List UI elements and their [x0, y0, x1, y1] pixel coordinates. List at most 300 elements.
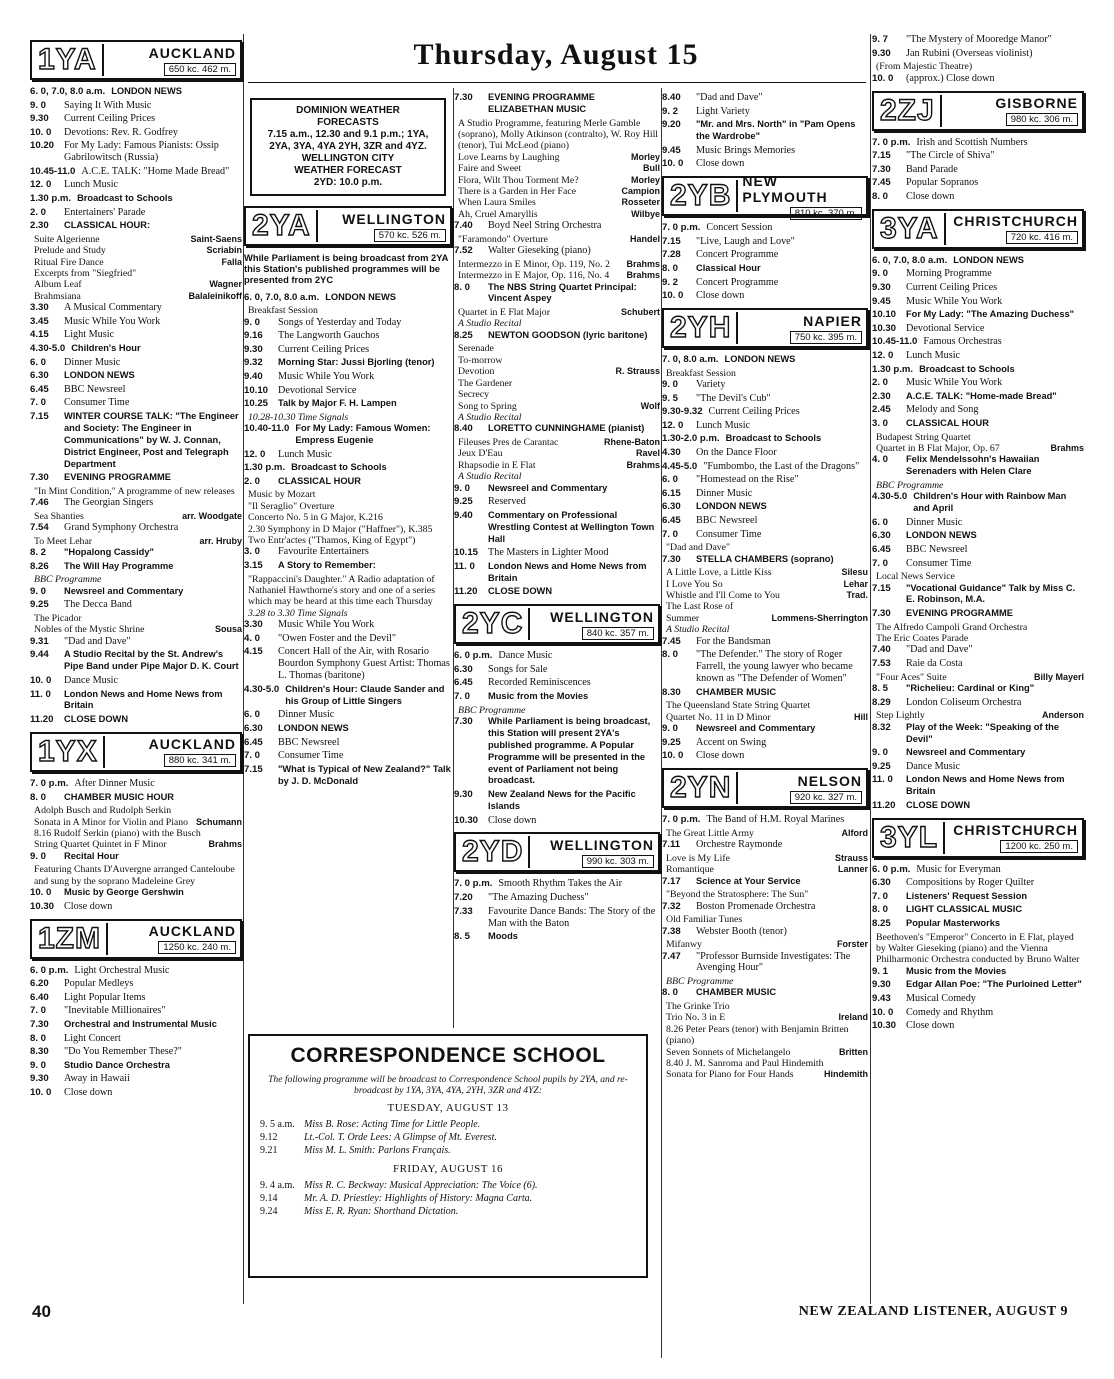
programme-entry — [872, 877, 1084, 889]
programme-detail — [244, 574, 452, 608]
detail-text: Sonata in A Minor for Violin and Piano — [34, 816, 189, 828]
composer-credit: Brahms — [626, 270, 660, 281]
programme-detail — [244, 412, 452, 423]
programme-time: 10.30 — [872, 1020, 897, 1032]
programme-entry — [454, 691, 660, 703]
station-info — [108, 923, 236, 954]
programme-detail — [30, 279, 242, 290]
detail-text: A Little Love, a Little Kiss — [666, 567, 772, 579]
programme-time: 6.30 — [662, 501, 681, 513]
detail-text: Trio No. 3 in E — [666, 1012, 726, 1024]
programme-title: The Decca Band — [64, 599, 132, 611]
detail-text: 8.40 J. M. Sanroma and Paul Hindemith — [666, 1058, 824, 1070]
programme-time: 11. 0 — [872, 774, 893, 786]
station-city: WELLINGTON — [550, 608, 654, 625]
programme-time: 9.30 — [872, 47, 891, 59]
correspondence-item — [260, 1144, 636, 1157]
programme-detail — [30, 828, 242, 851]
detail-text: BBC Programme — [458, 704, 526, 716]
programme-time: 6.30 — [872, 877, 891, 889]
programme-time: 6.30 — [244, 722, 263, 734]
composer-credit: Handel — [629, 233, 660, 244]
programme-title: Saying It With Music — [64, 99, 152, 111]
programme-entry — [454, 496, 660, 508]
programme-time: 9.32 — [244, 357, 263, 369]
programme-entry — [244, 476, 452, 488]
programme-title: NEWTON GOODSON (lyric baritone) — [488, 329, 648, 340]
detail-text: Ritual Fire Dance — [34, 256, 104, 268]
programme-title: For the Bandsman — [696, 635, 771, 647]
station-frequency: 990 kc. 303 m. — [582, 855, 654, 868]
programme-title: Current Ceiling Prices — [278, 343, 370, 355]
programme-time: 6.45 — [244, 736, 263, 748]
programme-title: BBC Newsreel — [696, 515, 758, 526]
programme-title: The Langworth Gauchos — [278, 330, 380, 342]
detail-text: Faire and Sweet — [458, 163, 522, 175]
programme-title: Light Popular Items — [64, 991, 146, 1003]
programme-title: For My Lady: Famous Pianists: Ossip Gabrilowitsch (Russia) — [64, 140, 219, 164]
column-rule — [870, 34, 871, 1304]
programme-entry — [244, 462, 452, 474]
programme-time: 9.20 — [662, 119, 681, 131]
programme-entry — [662, 158, 868, 170]
programme-detail — [244, 608, 452, 619]
programme-title: Consumer Time — [278, 750, 344, 762]
programme-detail — [30, 624, 242, 635]
programme-time: 7.30 — [454, 92, 473, 103]
detail-text: Excerpts from "Siegfried" — [34, 268, 137, 280]
programme-entry — [872, 164, 1084, 176]
programme-title: Walter Gieseking (piano) — [488, 245, 591, 257]
programme-title: London News and Home News from Britain — [64, 688, 223, 711]
programme-detail — [662, 1069, 868, 1080]
programme-title: Grand Symphony Orchestra — [64, 522, 179, 534]
station-banner — [454, 604, 660, 644]
programme-detail — [662, 579, 868, 590]
detail-text: A Studio Programme, featuring Merle Gamble (soprano), Molly Atkinson (contralto), W. Roy Hill (tenor), Tui McLeod (piano) — [458, 117, 659, 152]
programme-entry — [662, 222, 868, 234]
detail-text: BBC Programme — [876, 479, 944, 491]
programme-entry — [30, 1073, 242, 1085]
programme-detail — [454, 197, 660, 208]
programme-title: CLOSE DOWN — [906, 799, 971, 810]
programme-time: 4.15 — [244, 646, 263, 658]
detail-text: Intermezzo in E Minor, Op. 119, No. 2 — [458, 258, 610, 270]
programme-time: 7. 0 p.m. — [662, 814, 701, 826]
programme-time: 9.25 — [454, 496, 473, 508]
detail-text: Album Leaf — [34, 279, 82, 291]
programme-entry — [872, 761, 1084, 773]
station-city: CHRISTCHURCH — [953, 213, 1078, 230]
programme-entry — [662, 987, 868, 999]
programme-time: 8.25 — [872, 918, 891, 930]
correspondence-title: CORRESPONDENCE SCHOOL — [290, 1044, 606, 1067]
programme-time: 1.30 p.m. — [872, 363, 914, 375]
programme-entry — [872, 137, 1084, 149]
station-frequency: 810 kc. 370 m. — [790, 207, 862, 220]
programme-time: 7. 0 p.m. — [454, 878, 493, 890]
programme-entry — [454, 878, 660, 890]
programme-entry — [872, 530, 1084, 542]
programme-detail — [454, 175, 660, 186]
programme-entry — [872, 177, 1084, 189]
programme-detail — [662, 601, 868, 624]
programme-detail — [872, 480, 1084, 491]
programme-title: LONDON NEWS — [724, 354, 796, 365]
programme-time: 7.47 — [662, 950, 681, 962]
programme-title: BBC Newsreel — [278, 736, 340, 748]
programme-title: "Homestead on the Rise" — [696, 474, 799, 486]
programme-title: Newsreel and Commentary — [696, 723, 816, 734]
programme-time: 6. 0 p.m. — [30, 964, 69, 976]
programme-detail — [662, 939, 868, 950]
programme-title: "Vocational Guidance" Talk by Miss C. E. Robinson, M.A. — [906, 582, 1076, 605]
detail-text: The Alfredo Campoli Grand Orchestra — [876, 621, 1028, 633]
programme-title: LONDON NEWS — [278, 722, 349, 733]
programme-entry — [662, 515, 868, 527]
programme-entry — [872, 418, 1084, 430]
programme-entry — [662, 145, 868, 157]
programme-entry — [30, 193, 242, 205]
programme-time: 7.52 — [454, 245, 473, 257]
programme-title: Smooth Rhythm Takes the Air — [498, 878, 623, 890]
programme-detail — [30, 291, 242, 302]
programme-title: Jan Rubini (Overseas violinist) — [906, 47, 1033, 59]
programme-entry — [30, 978, 242, 990]
programme-title: Light Concert — [64, 1032, 121, 1044]
programme-detail — [30, 574, 242, 585]
programme-title: New Zealand News for the Pacific Islands — [488, 789, 636, 811]
programme-detail — [872, 432, 1084, 443]
detail-text: 8.26 Peter Pears (tenor) with Benjamin Britten (piano) — [666, 1023, 849, 1047]
programme-title: LONDON NEWS — [111, 86, 182, 96]
programme-entry — [30, 179, 242, 191]
programme-time: 2.45 — [872, 404, 891, 416]
programme-time: 11.20 — [30, 714, 54, 726]
programme-title: Consumer Time — [906, 557, 972, 569]
composer-credit: Balaleinikoff — [188, 290, 242, 301]
programme-time: 9.44 — [30, 649, 49, 661]
programme-title: LONDON NEWS — [64, 370, 135, 381]
programme-entry — [872, 544, 1084, 556]
programme-time: 8.26 — [30, 560, 49, 572]
programme-time: 6.45 — [872, 543, 891, 555]
programme-time: 6. 0, 7.0, 8.0 a.m. — [244, 291, 320, 303]
programme-title: LONDON NEWS — [906, 530, 977, 541]
programme-entry — [454, 716, 660, 787]
detail-text: Sonata for Piano for Four Hands — [666, 1069, 794, 1081]
programme-title: Felix Mendelssohn's Hawaiian Serenaders with Helen Clare — [906, 454, 1040, 477]
programme-entry — [872, 268, 1084, 280]
detail-text: Ah, Cruel Amaryllis — [458, 208, 538, 220]
correspondence-text: Miss M. L. Smith: Parlons Français. — [304, 1145, 451, 1156]
programme-entry — [662, 554, 868, 566]
programme-entry — [662, 474, 868, 486]
weather-line: WELLINGTON CITY — [301, 153, 395, 164]
programme-title: Dance Music — [498, 650, 553, 662]
programme-time: 7. 0 p.m. — [872, 136, 911, 148]
programme-time: 3.30 — [244, 619, 263, 631]
correspondence-item — [260, 1205, 636, 1218]
programme-entry — [244, 371, 452, 383]
programme-entry — [454, 561, 660, 585]
programme-entry — [872, 993, 1084, 1005]
programme-detail — [662, 864, 868, 875]
programme-detail — [454, 343, 660, 354]
programme-time: 7. 0 — [872, 890, 889, 902]
programme-time: 10. 0 — [662, 158, 684, 170]
programme-time: 10.30 — [454, 814, 479, 826]
programme-entry — [872, 1007, 1084, 1019]
programme-title: CHAMBER MUSIC HOUR — [64, 791, 175, 802]
detail-text: The Picador — [34, 613, 82, 625]
programme-entry — [30, 207, 242, 219]
programme-time: 6. 0 p.m. — [454, 650, 493, 662]
programme-time: 7. 0 — [244, 750, 261, 762]
programme-entry — [872, 517, 1084, 529]
programme-title: Light Orchestral Music — [74, 964, 170, 976]
programme-title: Lunch Music — [696, 419, 751, 431]
programme-entry — [30, 599, 242, 611]
station-banner — [662, 172, 868, 219]
programme-time: 7. 0 p.m. — [662, 222, 701, 234]
station-city: NEW PLYMOUTH — [742, 172, 828, 205]
programme-entry — [30, 411, 242, 471]
detail-text: Budapest String Quartet — [876, 431, 971, 443]
programme-title: Music While You Work — [64, 315, 161, 327]
programme-detail — [454, 186, 660, 197]
detail-text: Quartet in E Flat Major — [458, 307, 550, 319]
programme-detail — [454, 152, 660, 163]
composer-credit: Schumann — [195, 816, 242, 827]
programme-time: 6. 0 — [30, 356, 47, 368]
programme-title: Musical Comedy — [906, 993, 976, 1005]
programme-detail — [662, 853, 868, 864]
programme-detail — [662, 624, 868, 635]
programme-title: Concert Programme — [696, 249, 779, 261]
detail-text: Music by Mozart — [248, 489, 316, 501]
programme-time: 9.40 — [454, 509, 473, 521]
programme-entry — [662, 649, 868, 685]
programme-title: Dinner Music — [696, 487, 753, 499]
composer-credit: Rosseter — [621, 197, 660, 208]
programme-entry — [662, 839, 868, 851]
station-callsign: 2ZJ — [878, 95, 942, 127]
programme-entry — [662, 119, 868, 143]
programme-time: 3.15 — [244, 560, 263, 572]
detail-text: "Dad and Dave" — [666, 542, 731, 554]
programme-time: 7.28 — [662, 249, 681, 261]
programme-entry — [454, 650, 660, 662]
programme-time: 1.30 p.m. — [30, 193, 72, 205]
programme-detail — [30, 864, 242, 887]
programme-time: 12. 0 — [244, 448, 266, 460]
programme-time: 9.25 — [872, 760, 891, 772]
programme-time: 9.30-9.32 — [662, 406, 703, 418]
programme-time: 7. 0 — [30, 397, 47, 409]
programme-entry — [662, 393, 868, 405]
detail-text: Whistle and I'll Come to You — [666, 590, 780, 601]
programme-entry — [662, 277, 868, 289]
column-3 — [454, 92, 660, 945]
programme-time: 10.20 — [30, 140, 55, 152]
programme-entry — [30, 689, 242, 713]
composer-credit: Hindemith — [824, 1069, 868, 1080]
programme-detail — [30, 268, 242, 279]
programme-title: "Live, Laugh and Love" — [696, 235, 795, 247]
programme-time: 9. 0 — [662, 723, 679, 735]
detail-text: Mifanwy — [666, 939, 702, 951]
programme-time: 6. 0 — [244, 709, 261, 721]
station-banner — [662, 768, 868, 808]
programme-title: Variety — [696, 379, 726, 391]
detail-text: The Grinke Trio — [666, 1001, 730, 1013]
programme-time: 4. 0 — [244, 632, 261, 644]
programme-entry — [454, 789, 660, 813]
programme-detail — [662, 567, 868, 578]
programme-detail — [30, 486, 242, 497]
detail-text: Step Lightly — [876, 710, 925, 722]
programme-time: 7. 0 — [662, 528, 679, 540]
programme-entry — [662, 406, 868, 418]
programme-title: Orchestre Raymonde — [696, 839, 783, 851]
programme-title: Comedy and Rhythm — [906, 1006, 994, 1018]
programme-time: 7.45 — [662, 635, 681, 647]
programme-time: 7.30 — [454, 715, 473, 727]
programme-time: 2.30 — [872, 390, 891, 402]
programme-entry — [30, 851, 242, 863]
programme-time: 8. 0 — [872, 904, 889, 916]
composer-credit: Alford — [841, 827, 868, 838]
programme-title: "The Devil's Cub" — [696, 392, 771, 404]
detail-text: Old Familiar Tunes — [666, 914, 743, 926]
programme-entry — [30, 1060, 242, 1072]
programme-entry — [30, 636, 242, 648]
programme-detail — [872, 633, 1084, 644]
detail-text: Two Entr'actes ("Thamos, King of Egypt") — [248, 535, 416, 547]
programme-entry — [30, 714, 242, 726]
station-info — [942, 95, 1078, 126]
composer-credit: Brahms — [208, 839, 242, 850]
composer-credit: Bull — [643, 163, 660, 174]
programme-title: Morning Programme — [906, 268, 992, 280]
programme-title: Dinner Music — [278, 709, 335, 721]
station-info — [318, 211, 446, 242]
station-city: AUCKLAND — [148, 736, 236, 753]
programme-time: 4.30 — [662, 447, 681, 459]
programme-title: Songs of Yesterday and Today — [278, 316, 402, 328]
programme-entry — [662, 901, 868, 913]
programme-title: Devotional Service — [278, 384, 357, 396]
programme-entry — [662, 263, 868, 275]
programme-time: 8. 0 — [662, 649, 679, 661]
correspondence-intro: The following programme will be broadcast to Correspondence School pupils by 2YA, and re-broadcast by 1YA, 3YA, 4YA, 2YH, 3ZR and 4YZ: — [268, 1074, 628, 1096]
programme-entry — [30, 316, 242, 328]
programme-detail — [454, 318, 660, 329]
correspondence-time: 9.14 — [260, 1193, 278, 1204]
programme-time: 9. 0 — [454, 482, 471, 494]
programme-detail — [662, 889, 868, 900]
detail-text: 3.28 to 3.30 Time Signals — [248, 607, 348, 619]
programme-time: 2. 0 — [30, 206, 47, 218]
detail-text: Jeux D'Eau — [458, 448, 503, 460]
programme-detail — [454, 389, 660, 400]
programme-title: Entertainers' Parade — [64, 206, 146, 218]
programme-entry — [872, 722, 1084, 746]
station-banner — [454, 832, 660, 872]
station-info — [946, 213, 1078, 244]
programme-title: Newsreel and Commentary — [64, 585, 184, 596]
station-callsign: 2YN — [668, 772, 738, 804]
programme-detail — [662, 700, 868, 711]
programme-time: 7.30 — [662, 553, 681, 565]
programme-entry — [244, 633, 452, 645]
programme-entry — [30, 329, 242, 341]
programme-time: 7.30 — [872, 163, 891, 175]
parliament-note: While Parliament is being broadcast from 2YA this Station's published programmes will be presented from 2YC — [244, 252, 449, 286]
programme-title: Famous Orchestras — [923, 336, 1002, 348]
programme-title: Studio Dance Orchestra — [64, 1059, 170, 1070]
detail-text: "Rappaccini's Daughter." A Radio adaptation of Nathaniel Hawthorne's story and one of a series which may be heard at this time each Thursday — [248, 573, 436, 608]
programme-title: Lunch Music — [64, 179, 119, 191]
detail-text: To Meet Lehar — [34, 535, 93, 547]
station-callsign: 1YA — [36, 44, 104, 76]
programme-entry — [244, 292, 452, 304]
composer-credit: Lommens-Sherrington — [771, 612, 868, 623]
programme-detail — [454, 448, 660, 459]
correspondence-text: Miss B. Rose: Acting Time for Little People. — [304, 1119, 481, 1130]
programme-title: CHAMBER MUSIC — [696, 686, 777, 697]
programme-time: 9. 0 — [872, 747, 889, 759]
correspondence-item — [260, 1118, 636, 1131]
programme-time: 6.30 — [872, 530, 891, 542]
programme-entry — [30, 86, 242, 98]
programme-title: Music Brings Memories — [696, 144, 796, 156]
programme-detail — [244, 501, 452, 512]
programme-time: 8. 0 — [30, 1032, 47, 1044]
title-rule — [248, 82, 866, 83]
programme-time: 12. 0 — [30, 179, 52, 191]
programme-entry — [662, 236, 868, 248]
programme-title: "The Defender." The story of Roger Farrell, the young lawyer who became known as "The Defender of Women" — [696, 649, 853, 685]
programme-time: 9.45 — [872, 295, 891, 307]
detail-text: 2.30 Symphony in D Major ("Haffner"), K.385 — [248, 523, 433, 535]
programme-time: 7.46 — [30, 497, 49, 509]
programme-title: "The Circle of Shiva" — [906, 150, 995, 162]
programme-entry — [454, 664, 660, 676]
programme-entry — [244, 423, 452, 447]
programme-time: 9.30 — [872, 281, 891, 293]
detail-text: Fileuses Pres de Carantac — [458, 436, 559, 448]
programme-time: 12. 0 — [872, 349, 894, 361]
correspondence-item — [260, 1192, 636, 1205]
programme-time: 9.40 — [244, 370, 263, 382]
programme-time: 6.30 — [30, 370, 49, 382]
programme-time: 9.16 — [244, 330, 263, 342]
programme-title: Lunch Music — [278, 448, 333, 460]
detail-text: "Il Seraglio" Overture — [248, 500, 335, 512]
weather-line: WEATHER FORECAST — [294, 165, 402, 176]
programme-title: Moods — [488, 931, 518, 942]
programme-title: Close down — [488, 814, 537, 826]
programme-entry — [244, 385, 452, 397]
detail-text: Suite Algerienne — [34, 233, 100, 245]
programme-title: Listeners' Request Session — [906, 890, 1028, 901]
programme-title: Music While You Work — [906, 377, 1003, 389]
programme-title: Science at Your Service — [696, 875, 801, 886]
programme-entry — [872, 904, 1084, 916]
programme-time: 4.30-5.0 — [244, 683, 280, 695]
